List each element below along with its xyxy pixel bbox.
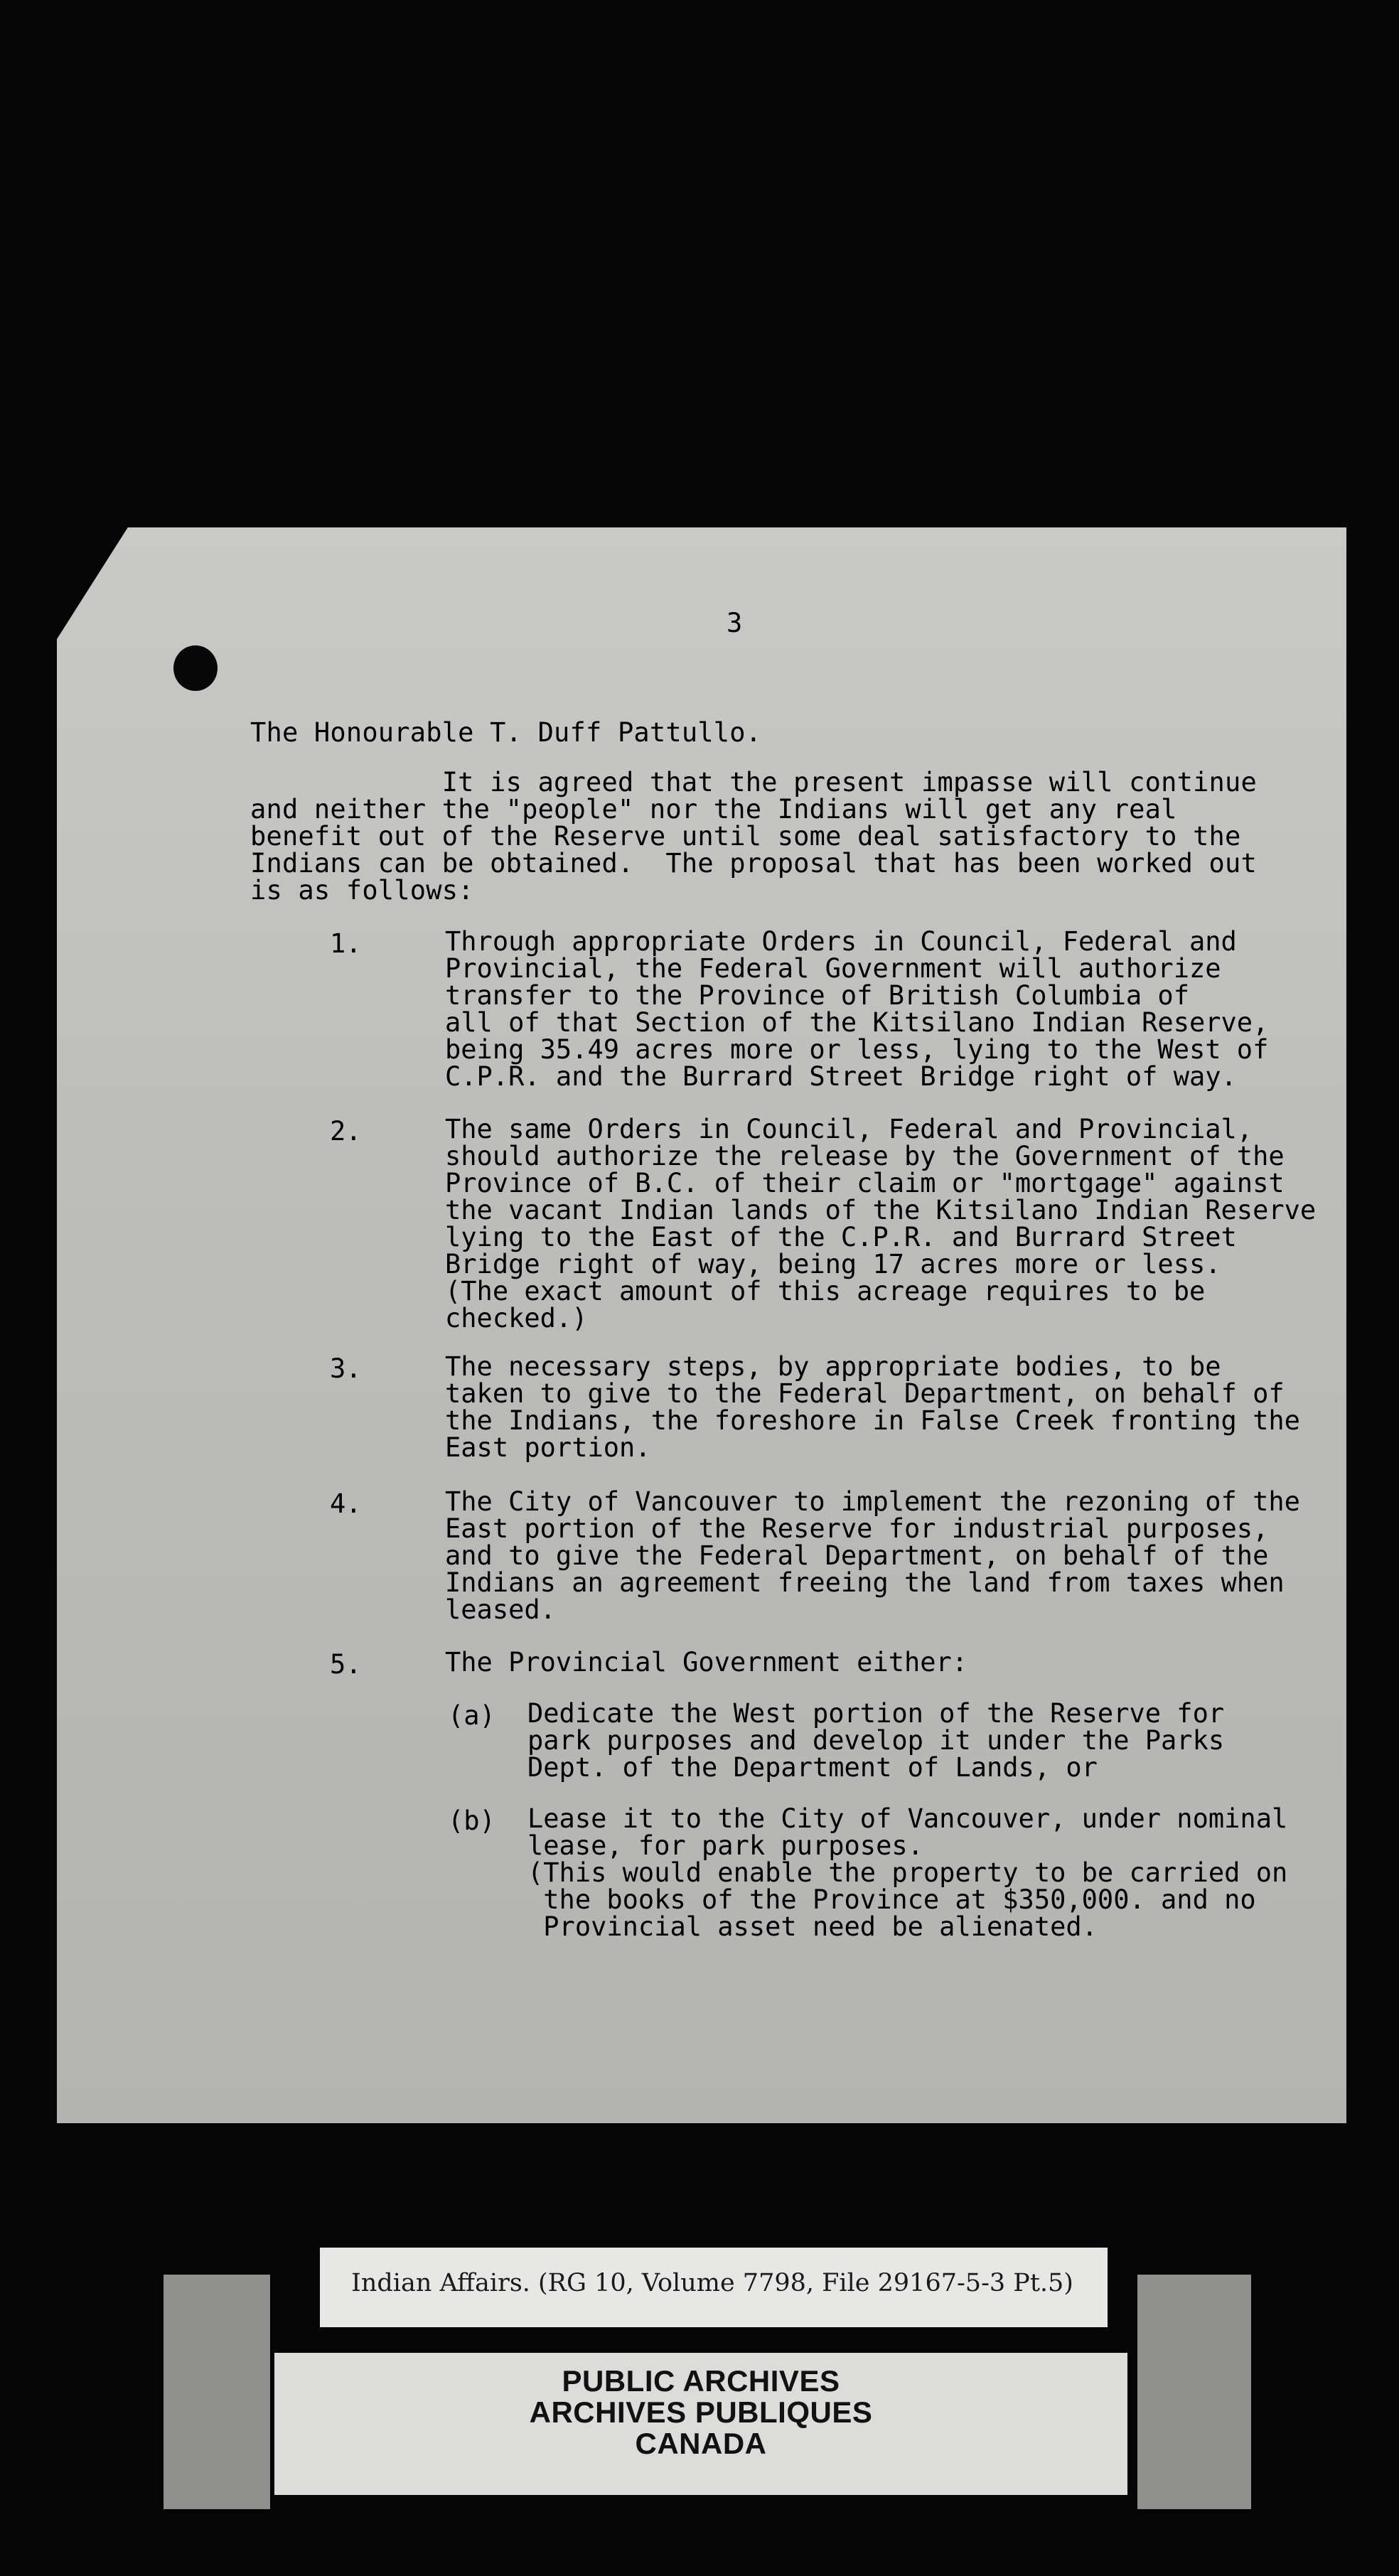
page-number: 3	[727, 608, 743, 638]
item-3-number: 3.	[330, 1353, 362, 1384]
item-1-number: 1.	[330, 928, 362, 959]
subitem-a-text: Dedicate the West portion of the Reserve for park purposes and develop it under the Parks Dept. of the Department of Lands, or	[527, 1698, 1225, 1783]
item-3-text: The necessary steps, by appropriate bodies, to be taken to give to the Federal Department, on behalf of the Indians, the foreshore in False Creek fronting the East portion.	[445, 1351, 1300, 1463]
item-1-text: Through appropriate Orders in Council, Federal and Provincial, the Federal Government will authorize transfer to the Province of British Columbia of all of that Section of the Kitsilano Indian Reserve, being 35.49 acres more or less, lying to the West of C.P.R. and the Burrard Street Bridge right of way.	[445, 926, 1269, 1092]
item-4-text: The City of Vancouver to implement the rezoning of the East portion of the Reserve for industrial purposes, and to give the Federal Department, on behalf of the Indians an agreement freeing the land from taxes when leased.	[445, 1486, 1300, 1625]
subitem-a-letter: (a)	[448, 1700, 495, 1731]
stamp-line-1: PUBLIC ARCHIVES	[562, 2364, 840, 2398]
item-4-number: 4.	[330, 1488, 362, 1519]
stamp-line-2: ARCHIVES PUBLIQUES	[529, 2395, 873, 2429]
item-5-number: 5.	[330, 1649, 362, 1680]
item-2-text: The same Orders in Council, Federal and Provincial, should authorize the release by the Government of the Province of B.C. of their claim or "mortgage" against the vacant Indian lands of the Kitsilano Indian Reserve lying to the East of the C.P.R. and Burrard Street Bridge right of way, being 17 acres more or less. (The exact amount of this acreage requires to be checked.)	[445, 1114, 1317, 1333]
archive-reference: Indian Affairs. (RG 10, Volume 7798, File 29167-5-3 Pt.5)	[351, 2269, 1073, 2297]
punch-hole	[173, 645, 218, 691]
item-5-text: The Provincial Government either:	[445, 1647, 968, 1678]
film-holder-right	[1137, 2275, 1251, 2509]
stamp-line-3: CANADA	[635, 2427, 767, 2460]
subitem-b-text: Lease it to the City of Vancouver, under nominal lease, for park purposes. (This would enable the property to be carried on the books of the Province at $350,000. and no Provincial asset need be alienated.	[527, 1803, 1288, 1942]
item-2-number: 2.	[330, 1116, 362, 1147]
intro-paragraph: It is agreed that the present impasse will continue and neither the "people" nor the Indians will get any real benefit out of the Reserve until some deal satisfactory to the Indians can be obtained. The proposal that has been worked out is as follows:	[250, 767, 1257, 906]
salutation: The Honourable T. Duff Pattullo.	[250, 717, 762, 748]
subitem-b-letter: (b)	[448, 1805, 495, 1836]
film-holder-left	[164, 2275, 270, 2509]
